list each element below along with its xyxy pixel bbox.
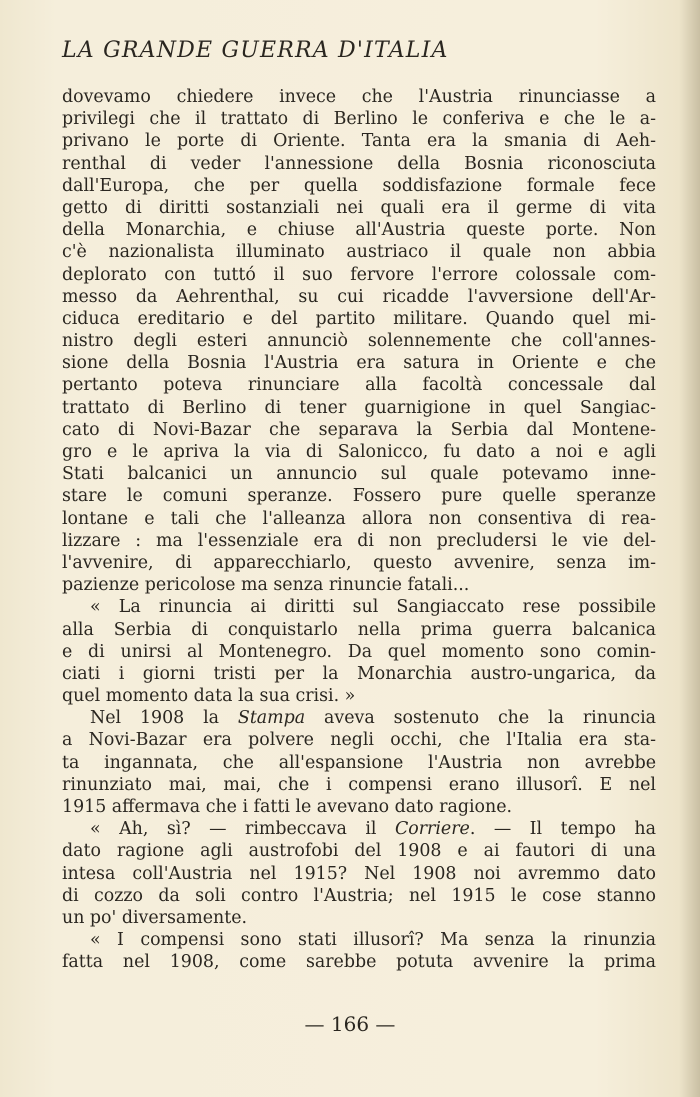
text-line: nistro degli esteri annunciò solennemente che coll'annes-	[62, 331, 656, 352]
text-line: messo da Aehrenthal, su cui ricadde l'avversione dell'Ar-	[62, 286, 656, 307]
text-line: gro e le apriva la via di Salonicco, fu dato a noi e agli	[62, 442, 656, 462]
text-line: « La rinuncia ai diritti sul Sangiaccato rese possibile	[90, 597, 656, 618]
text-line: c'è nazionalista illuminato austriaco il quale non abbia	[62, 242, 656, 263]
text-line: lizzare : ma l'essenziale era di non precludersi le vie del-	[62, 530, 656, 551]
text-line: « Ah, sì? — rimbeccava il Corriere. — Il tempo ha	[90, 819, 656, 840]
text-line: dato ragione agli austrofobi del 1908 e ai fautori di una	[62, 841, 656, 862]
text-line: intesa coll'Austria nel 1915? Nel 1908 noi avremmo dato	[62, 863, 656, 884]
text-line: ta ingannata, che all'espansione l'Austria non avrebbe	[62, 752, 656, 773]
text-line: fatta nel 1908, come sarebbe potuta avvenire la prima	[62, 952, 656, 973]
text-line: 1915 affermava che i fatti le avevano dato ragione.	[62, 797, 513, 817]
text-line: e di unirsi al Montenegro. Da quel momento sono comin-	[62, 641, 656, 662]
body-text	[62, 86, 656, 974]
running-head: LA GRANDE GUERRA D'ITALIA	[62, 38, 449, 63]
text-line: ciduca ereditario e del partito militare. Quando quel mi-	[62, 308, 656, 329]
text-line: stare le comuni speranze. Fossero pure quelle speranze	[62, 486, 656, 507]
text-line: lontane e tali che l'alleanza allora non consentiva di rea-	[62, 508, 656, 529]
text-line: quel momento data la sua crisi. »	[62, 686, 356, 707]
text-line: pazienze pericolose ma senza rinuncie fatali...	[62, 575, 470, 596]
text-line: alla Serbia di conquistarlo nella prima guerra balcanica	[62, 619, 656, 640]
text-line: getto di diritti sostanziali nei quali era il germe di vita	[62, 197, 656, 218]
text-line: rinunziato mai, mai, che i compensi erano illusorî. E nel	[62, 774, 656, 795]
text-line: sione della Bosnia l'Austria era satura in Oriente e che	[62, 353, 656, 374]
text-line: ciati i giorni tristi per la Monarchia austro-ungarica, da	[62, 663, 656, 684]
text-line: della Monarchia, e chiuse all'Austria queste porte. Non	[62, 220, 656, 241]
text-line: a Novi-Bazar era polvere negli occhi, che l'Italia era sta-	[62, 730, 656, 751]
text-line: dall'Europa, che per quella soddisfazione formale fece	[62, 175, 656, 196]
text-line: l'avvenire, di apparecchiarlo, questo avvenire, senza im-	[62, 552, 656, 573]
page-number: — 166 —	[304, 1012, 396, 1036]
text-line: cato di Novi-Bazar che separava la Serbia dal Montene-	[62, 419, 656, 440]
text-line: un po' diversamente.	[62, 907, 248, 928]
text-line: di cozzo da soli contro l'Austria; nel 1915 le cose stanno	[62, 885, 656, 906]
text-line: pertanto poteva rinunciare alla facoltà concessale dal	[62, 375, 656, 396]
text-line: « I compensi sono stati illusorî? Ma senza la rinunzia	[90, 930, 656, 951]
text-line: privilegi che il trattato di Berlino le conferiva e che le a-	[62, 109, 656, 130]
text-line: privano le porte di Oriente. Tanta era la smania di Aeh-	[62, 131, 656, 152]
text-line: trattato di Berlino di tener guarnigione in quel Sangiac-	[62, 397, 656, 418]
text-line: dovevamo chiedere invece che l'Austria rinunciasse a	[62, 87, 656, 107]
text-line: renthal di veder l'annessione della Bosnia riconosciuta	[62, 153, 656, 174]
text-line: Stati balcanici un annuncio sul quale potevamo inne-	[62, 464, 656, 485]
text-line: Nel 1908 la Stampa aveva sostenuto che la rinuncia	[90, 708, 656, 729]
text-line: deplorato con tuttó il suo fervore l'errore colossale com-	[62, 264, 656, 285]
